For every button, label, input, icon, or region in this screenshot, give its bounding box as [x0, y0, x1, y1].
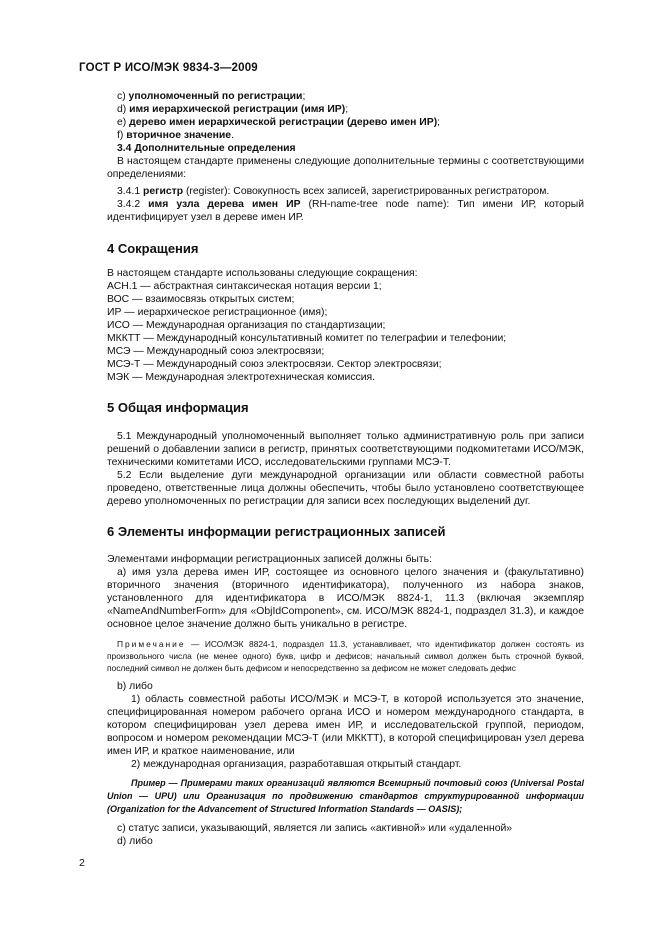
- section-heading: 4 Сокращения: [107, 241, 199, 256]
- document-header: ГОСТ Р ИСО/МЭК 9834-3—2009: [79, 62, 258, 74]
- page-content: [107, 90, 584, 848]
- section-heading: 6 Элементы информации регистрационных записей: [107, 524, 446, 539]
- term: дерево имен иерархической регистрации (дерево имен ИР): [129, 117, 438, 128]
- page-number: 2: [79, 857, 85, 869]
- note: Примечание — ИСО/МЭК 8824-1, подраздел 11.3, устанавливает, что идентификатор должен состоять из произвольного числа (не менее одного) букв, цифр и дефисов; начальный символ должен быть строчной буквой, последний символ не должен быть дефисом и непосредственно за дефисом не может следовать дефис: [107, 639, 584, 673]
- list-item: c) уполномоченный по регистрации;: [117, 91, 306, 102]
- list-item: МККТТ — Международный консультативный комитет по телеграфии и телефонии;: [107, 333, 507, 344]
- list-item: c) статус записи, указывающий, является ли запись «активной» или «удаленной»: [117, 823, 513, 834]
- list-item: ВОС — взаимосвязь открытых систем;: [107, 294, 295, 305]
- definition: 3.4.1 регистр (register): Совокупность всех записей, зарегистрированных регистратором.: [117, 186, 550, 197]
- paragraph: 5.2 Если выделение дуги международной организации или области совместной работы проведено, ответственные лица должны обеспечить, чтобы было установлено соответствующее дерево уполномоченных по регистрации для записи всех последующих выделений дуг.: [107, 470, 584, 507]
- term: регистр: [143, 186, 184, 197]
- section-heading: 5 Общая информация: [107, 400, 249, 415]
- list-item: МСЭ — Международный союз электросвязи;: [107, 346, 325, 357]
- term: уполномоченный по регистрации: [128, 91, 303, 102]
- example: Пример — Примерами таких организаций являются Всемирный почтовый союз (Universal Postal Union — UPU) или Организация по продвижению стандартов структурированной информации (Organization for the Advancement of Structured Information Standards — OASIS);: [107, 778, 584, 814]
- list-item: e) дерево имен иерархической регистрации (дерево имен ИР);: [117, 117, 441, 128]
- definition: 3.4.2 имя узла дерева имен ИР (RH-name-tree node name): Тип имени ИР, который идентифицирует узел в дереве имен ИР.: [107, 199, 585, 223]
- subsection-heading: 3.4 Дополнительные определения: [117, 143, 296, 154]
- term: имя узла дерева имен ИР: [148, 199, 301, 210]
- list-item: ИР — иерархическое регистрационное (имя);: [107, 307, 328, 318]
- term: вторичное значение: [126, 130, 232, 141]
- list-item: d) имя иерархической регистрации (имя ИР);: [117, 104, 349, 115]
- list-item: 1) область совместной работы ИСО/МЭК и МСЭ-Т, в которой используется это значение, специфицированная номером рабочего органа ИСО и номером международного стандарта, в котором специфицирован узел дерева имен ИР, и исследовательской группой, периодом, вопросом и номером рекомендации МСЭ-Т (или МККТТ), в которой специфицирован узел дерева имен ИР, и краткое наименование, или: [107, 694, 584, 757]
- list-item: f) вторичное значение.: [117, 130, 234, 141]
- list-item: a) имя узла дерева имен ИР, состоящее из основного целого значения и (факультативно) вторичного значения (вторичного идентификатора), полученного из набора знаков, установленного для идентификатора в ИСО/МЭК 8824-1, 11.3 (включая экземпляр «NameAndNumberForm» для «ObjIdComponent», см. ИСО/МЭК 8824-1, подраздел 31.3), и каждое основное целое значение должно быть уникально в регистре.: [107, 567, 584, 630]
- list-item: МСЭ-Т — Международный союз электросвязи. Сектор электросвязи;: [107, 359, 442, 370]
- paragraph: В настоящем стандарте применены следующие дополнительные термины с соответствующими определениями:: [107, 156, 584, 180]
- list-item: d) либо: [117, 836, 153, 847]
- paragraph: Элементами информации регистрационных записей должны быть:: [107, 554, 432, 565]
- term: имя иерархической регистрации (имя ИР): [129, 104, 346, 115]
- list-item: 2) международная организация, разработавшая открытый стандарт.: [131, 759, 462, 770]
- paragraph: В настоящем стандарте использованы следующие сокращения:: [107, 268, 418, 279]
- list-item: b) либо: [117, 681, 153, 692]
- list-item: АСН.1 — абстрактная синтаксическая нотация версии 1;: [107, 281, 382, 292]
- paragraph: 5.1 Международный уполномоченный выполняет только административную роль при записи решений о добавлении записи в регистр, принятых соответствующими подкомитетами ИСО/МЭК, техническими комитетами ИСО, исследовательскими группами МСЭ-Т.: [107, 431, 584, 468]
- list-item: МЭК — Международная электротехническая комиссия.: [107, 372, 376, 383]
- list-item: ИСО — Международная организация по стандартизации;: [107, 320, 386, 331]
